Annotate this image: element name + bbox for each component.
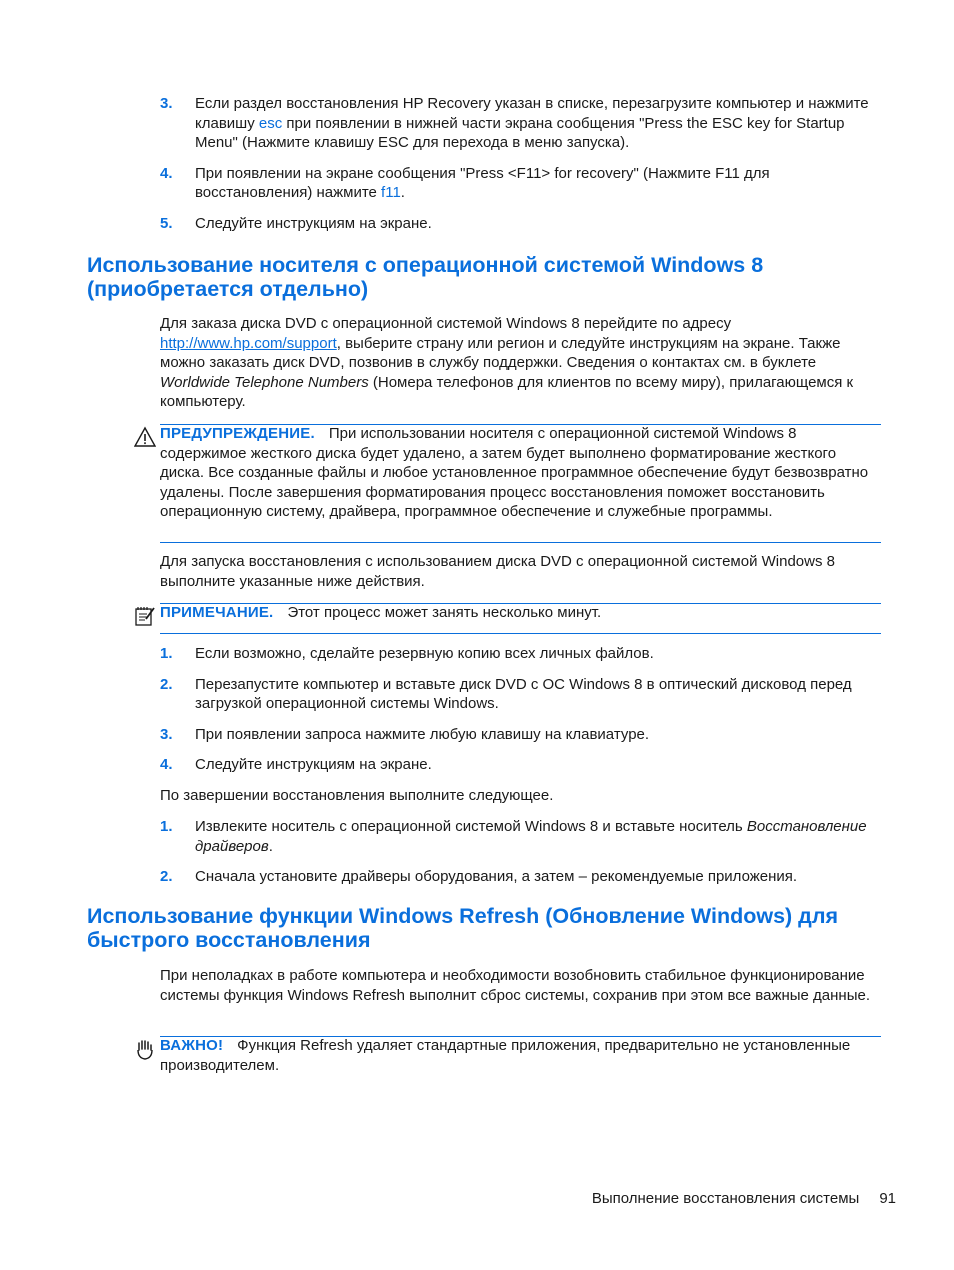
important-body: ВАЖНО! Функция Refresh удаляет стандартные приложения, предварительно не установленные производителем. [160,1037,851,1074]
divider [160,542,881,543]
list-item: 2. Перезапустите компьютер и вставьте диск DVD с ОС Windows 8 в оптический дисковод перед загрузкой операционной системы Windows. [160,675,852,712]
note-notice [160,603,881,633]
footer-title: Выполнение восстановления системы [591,1190,860,1207]
note-pad-icon [134,605,156,627]
list-number: 1. [160,645,173,662]
section-heading-windows8-media: Использование носителя с операционной системой Windows 8 (приобретается отдельно) [87,253,764,301]
list-item: 2. Сначала установите драйверы оборудования, а затем – рекомендуемые приложения. [160,868,798,885]
key-name: f11 [381,184,401,201]
note-label: ПРИМЕЧАНИЕ. [160,604,274,621]
list-number: 3. [160,95,173,112]
important-notice [160,1036,881,1076]
list-item: 1. Извлеките носитель с операционной системой Windows 8 и вставьте носитель Восстановление драйверов. [160,818,867,855]
warning-body: ПРЕДУПРЕЖДЕНИЕ. При использовании носителя с операционной системой Windows 8 содержимое жесткого диска будет удалено, а затем будет выполнено форматирование жесткого диска. Все созданные файлы и любое установленное программное обеспечение будут безвозвратно удалены. После завершения форматирования процесс восстановления поможет восстановить операционную систему, драйвера, программное обеспечение и служебные программы. [160,425,869,520]
page-footer [592,1190,896,1207]
warning-notice [160,424,881,542]
after-recovery-steps-list [160,817,885,898]
list-item: 1. Если возможно, сделайте резервную копию всех личных файлов. [160,645,654,662]
order-dvd-paragraph: Для заказа диска DVD с операционной системой Windows 8 перейдите по адресу http://www.hp.com/support, выберите страну или регион и следуйте инструкциям на экране. Также можно заказать диск DVD, позвонив в службу поддержки. Сведения о контактах см. в буклете Worldwide Telephone Numbers (Номера телефонов для клиентов по всему миру), прилагающемся к компьютеру. [160,315,854,410]
list-item: 4. Следуйте инструкциям на экране. [160,756,432,773]
list-item: 3. Если раздел восстановления HP Recovery указан в списке, перезагрузите компьютер и нажмите клавишу esc при появлении в нижней части экрана сообщения "Press the ESC key for Startup Menu" (Нажмите клавишу ESC для перехода в меню запуска). [160,95,869,151]
dvd-recovery-steps-list [160,644,885,786]
list-number: 1. [160,818,173,835]
list-item: 5. Следуйте инструкциям на экране. [160,214,432,232]
recovery-steps-list [160,94,885,244]
note-body: ПРИМЕЧАНИЕ. Этот процесс может занять несколько минут. [160,604,602,621]
warning-triangle-icon [134,426,156,448]
divider [160,633,881,634]
page-number: 91 [879,1190,896,1207]
after-recovery-paragraph: По завершении восстановления выполните следующее. [160,787,554,804]
important-label: ВАЖНО! [160,1037,224,1054]
list-number: 2. [160,675,173,693]
windows-refresh-paragraph: При неполадках в работе компьютера и необходимости возобновить стабильное функционирование системы функция Windows Refresh выполнит сброс системы, сохранив при этом все важные данные. [160,967,871,1004]
section-heading-windows-refresh: Использование функции Windows Refresh (Обновление Windows) для быстрого восстановления [87,904,839,952]
list-number: 3. [160,725,173,743]
divider [160,424,881,425]
divider [160,1036,881,1037]
key-name: esc [258,114,283,132]
list-number: 5. [160,214,173,232]
list-item: 3. При появлении запроса нажмите любую клавишу на клавиатуре. [160,725,650,743]
important-hand-icon [134,1038,156,1060]
hp-support-link[interactable]: http://www.hp.com/support [160,334,337,352]
warning-label: ПРЕДУПРЕЖДЕНИЕ. [160,425,315,442]
divider [160,603,881,604]
list-number: 4. [160,164,173,182]
list-number: 4. [160,756,173,773]
list-item: 4. При появлении на экране сообщения "Press <F11> for recovery" (Нажмите F11 для восстановления) нажмите f11. [160,164,770,201]
start-recovery-paragraph: Для запуска восстановления с использованием диска DVD с операционной системой Windows 8 выполните указанные ниже действия. [160,553,835,590]
list-number: 2. [160,868,173,885]
